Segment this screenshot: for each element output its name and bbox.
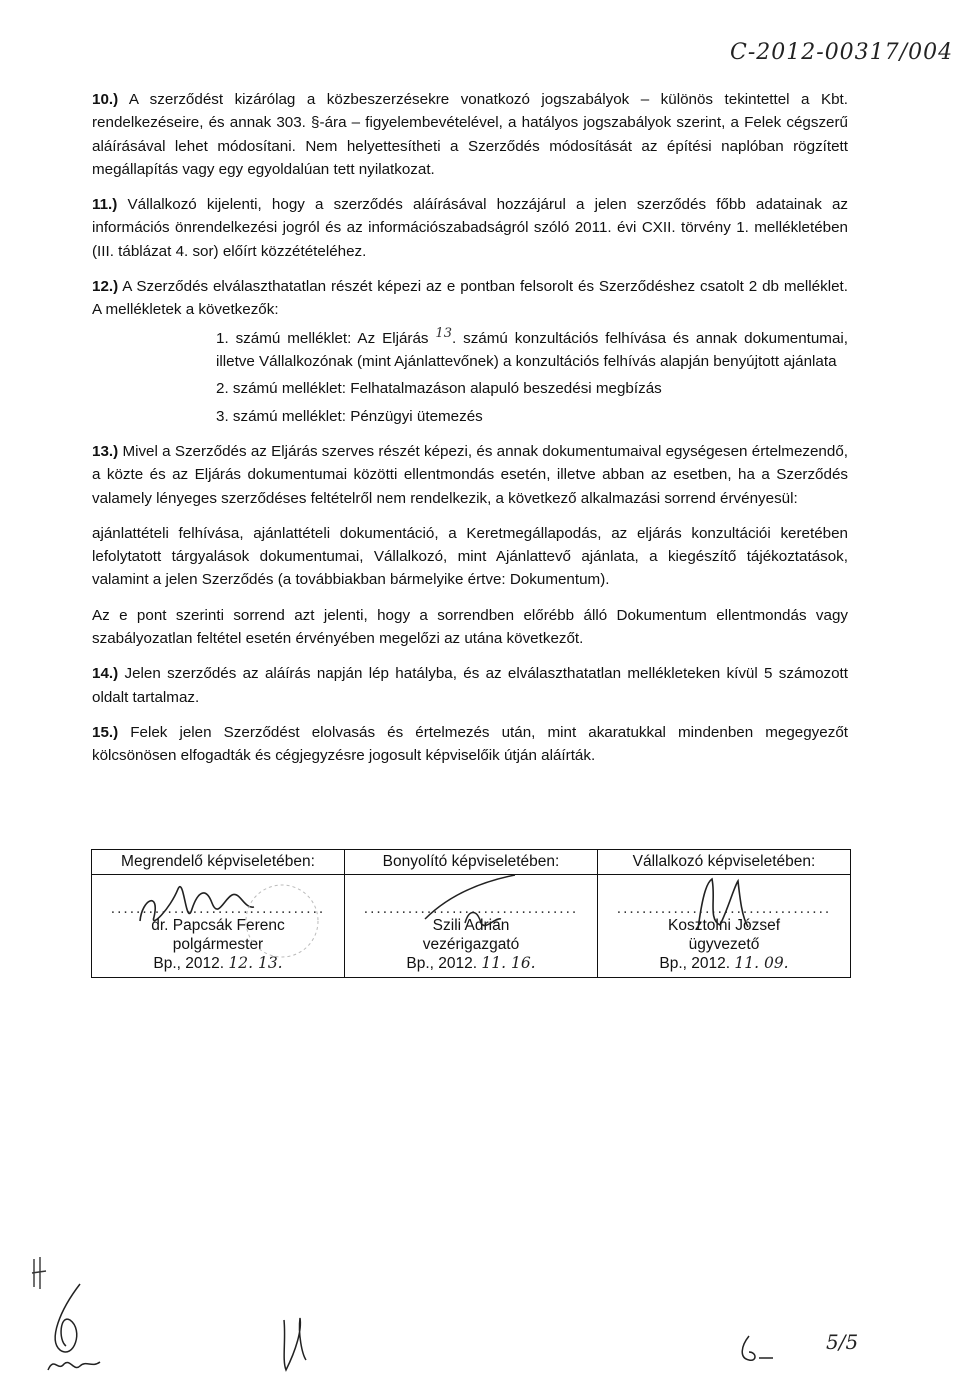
section-12 <box>92 275 848 322</box>
section-number: 10.) <box>92 91 119 108</box>
initials-signature-icon <box>735 1332 775 1366</box>
signature-header-contractor: Vállalkozó képviseletében: <box>598 850 851 875</box>
date-prefix: Bp., 2012. <box>406 955 478 972</box>
annex-item-3: 3. számú melléklet: Pénzügyi ütemezés <box>216 407 483 425</box>
section-number: 13.) <box>92 442 119 460</box>
official-stamp-icon <box>242 881 322 961</box>
signature-scribble <box>405 869 545 935</box>
precedence-paragraph: Az e pont szerinti sorrend azt jelenti, hogy a sorrendben előrébb álló Dokumentum ellentmondás vagy szabályozatlan feltétel esetén érvényében megelőzi az utána következőt. <box>92 606 848 647</box>
handwritten-date: 12. 13. <box>228 954 283 972</box>
handwritten-annex-number: 13 <box>435 325 452 341</box>
annex-item-2: 2. számú melléklet: Felhatalmazáson alapuló beszedési megbízás <box>216 380 662 398</box>
signature-header-manager: Bonyolító képviseletében: <box>345 850 598 875</box>
signature-date <box>598 954 850 973</box>
signer-name: Kosztolni József <box>668 917 780 934</box>
signature-cell-manager <box>345 875 598 978</box>
signature-date <box>345 954 597 973</box>
annex-item-1-end: . számú konzultációs felhívása és annak dokumentumai, illetve Vállalkozónak (mint Ajánlattevőnek) a konzultációs felhívás alapján benyújtott ajánlata <box>216 329 848 371</box>
signature-cell-contractor <box>598 875 851 978</box>
section-number: 11.) <box>92 196 118 214</box>
annex-item-1 <box>216 322 848 374</box>
signature-table <box>91 849 851 978</box>
page-number: 5/5 <box>826 1330 859 1354</box>
section-14 <box>92 662 848 709</box>
section-number: 15.) <box>92 723 119 741</box>
date-prefix: Bp., 2012. <box>659 955 731 972</box>
section-10 <box>92 88 848 181</box>
signature-cell-client <box>92 875 345 978</box>
signer-role: ügyvezető <box>688 936 760 953</box>
signature-dots: .................................. <box>363 900 579 917</box>
signer-name: dr. Papcsák Ferenc <box>151 917 285 934</box>
initials-signature-icon <box>276 1310 312 1380</box>
signer-role: vezérigazgató <box>422 936 520 953</box>
section-text: A szerződést kizárólag a közbeszerzésekre vonatkozó jogszabályok – különös tekintettel a Kbt. rendelkezéseire, és annak 303. §-ára – figyelembevételével, a hatályos jogszabályok szerint, a Felek cégszerű aláírásával lehet módosítani. Nem helyettesítheti a Szerződés módosítását az építési naplóban rögzített megállapítás vagy egy egyoldalúan tett nyilatkozat. <box>92 91 848 178</box>
section-number: 14.) <box>92 665 119 683</box>
handwritten-date: 11. 16. <box>481 954 536 972</box>
annex-list <box>216 322 848 428</box>
initials-signature-icon <box>40 1280 120 1380</box>
section-11 <box>92 193 848 263</box>
signature-dots: .................................. <box>110 900 326 917</box>
signer-name: Szili Adrián <box>432 917 510 934</box>
handwritten-date: 11. 09. <box>734 954 789 972</box>
signature-header-client: Megrendelő képviseletében: <box>92 850 345 875</box>
document-body <box>92 88 848 779</box>
section-text: A Szerződés elválaszthatatlan részét képezi az e pontban felsorolt és Szerződéshez csatolt 2 db melléklet. A mellékletek a következők: <box>92 278 848 319</box>
order-paragraph: ajánlattételi felhívása, ajánlattételi dokumentáció, a Keretmegállapodás, az eljárás konzultációi keretében lefolytatott tárgyalások dokumentumai, Vállalkozó, mint Ajánlattevő ajánlata, a kiegészítő tájékoztatások, valamint a jelen Szerződés (a továbbiakban bármelyike értve: Dokumentum). <box>92 524 848 589</box>
signature-scribble <box>668 869 808 935</box>
section-number: 12.) <box>92 278 119 296</box>
section-text: Jelen szerződés az aláírás napján lép hatályba, és az elválaszthatatlan mellékleteken kívül 5 számozott oldalt tartalmaz. <box>92 665 848 706</box>
section-text: Felek jelen Szerződést elolvasás és értelmezés után, mint akaratukkal mindenben megegyezőt kölcsönösen elfogadták és cégjegyzésre jogosult képviselőik útján aláírták. <box>92 723 848 765</box>
section-text: Mivel a Szerződés az Eljárás szerves részét képezi, és annak dokumentumaival egységesen értelmezendő, a közte és az Eljárás dokumentumai közötti ellentmondás esetén, illetve abban az esetben, ha a Szerződés valamely lényeges szerződéses feltételről nem rendelkezik, a következő alkalmazási sorrend érvényesül: <box>92 442 848 507</box>
annex-item-1-start: 1. számú melléklet: Az Eljárás <box>216 329 429 347</box>
section-13 <box>92 440 848 510</box>
section-15 <box>92 721 848 768</box>
section-text: Vállalkozó kijelenti, hogy a szerződés aláírásával hozzájárul a jelen szerződés főbb adatainak az információs önrendelkezési jogról és az információszabadságról szóló 2011. évi CXII. törvény 1. mellékletében (III. táblázat 4. sor) előírt közzétételéhez. <box>92 196 848 260</box>
date-prefix: Bp., 2012. <box>153 955 225 972</box>
document-reference: C-2012-00317/004 <box>730 40 954 65</box>
signer-role: polgármester <box>172 936 264 953</box>
signature-dots: .................................. <box>616 900 832 917</box>
